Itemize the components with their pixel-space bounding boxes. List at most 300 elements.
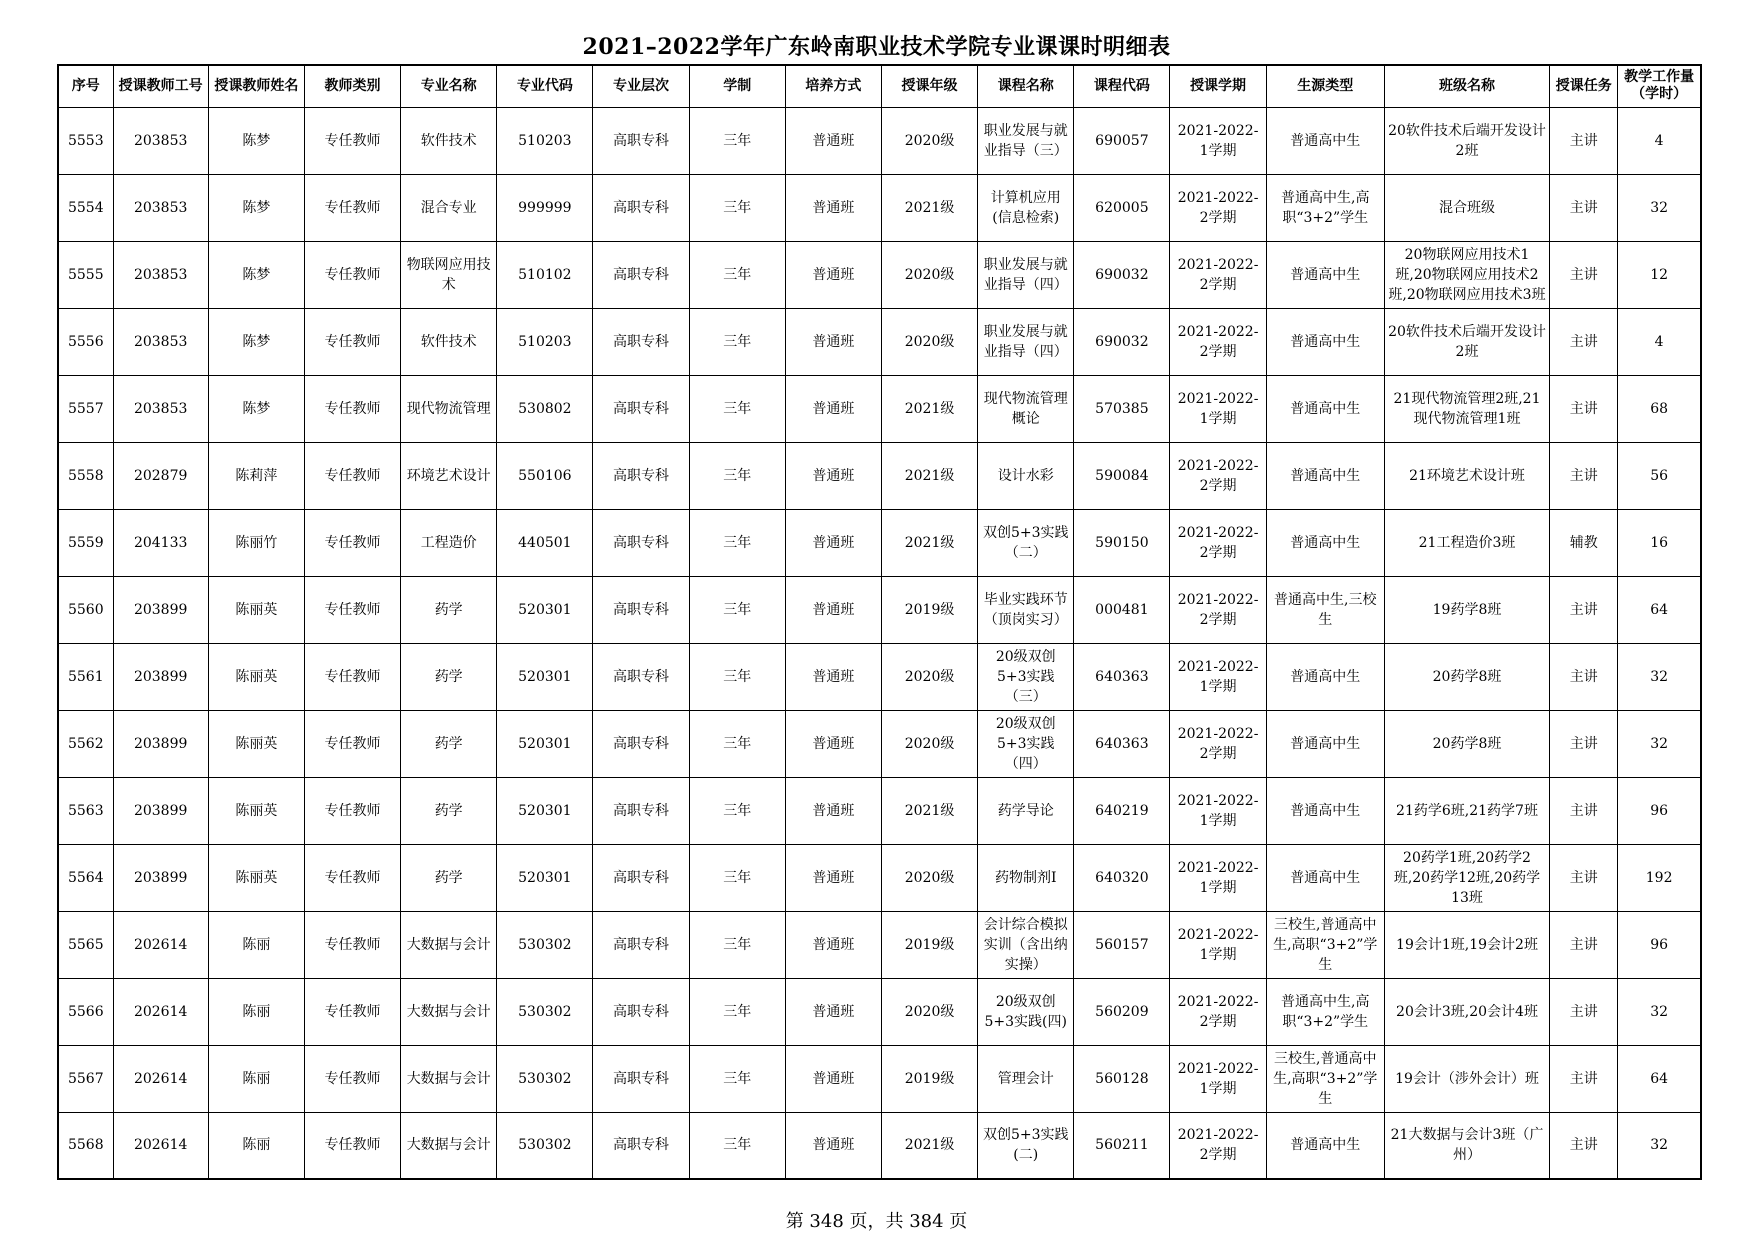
- table-cell: [1550, 107, 1618, 174]
- table-cell: [497, 375, 593, 442]
- cell-text: 毕业实践环节（顶岗实习）: [983, 591, 1068, 628]
- column-header: 授课年级: [881, 65, 977, 107]
- table-cell: [881, 107, 977, 174]
- table-cell: [113, 308, 208, 375]
- table-row: [58, 174, 1701, 241]
- table-cell: [881, 710, 977, 777]
- cell-text: 主讲: [1569, 400, 1598, 417]
- cell-text: 560211: [1095, 1137, 1149, 1154]
- table-cell: [689, 241, 785, 308]
- table-cell: [113, 509, 208, 576]
- cell-text: 5564: [67, 869, 104, 886]
- table-cell: [785, 844, 881, 911]
- table-cell: [1384, 576, 1549, 643]
- cell-text: 520301: [518, 735, 572, 752]
- cell-text: 高职专科: [613, 869, 670, 886]
- cell-text: 5557: [67, 400, 104, 417]
- cell-text: 20药学8班: [1432, 735, 1502, 752]
- table-cell: [689, 911, 785, 978]
- cell-text: 204133: [133, 534, 188, 551]
- cell-text: 陈丽: [242, 1070, 271, 1087]
- table-cell: [1384, 375, 1549, 442]
- table-cell: [1170, 107, 1266, 174]
- cell-text: 56: [1650, 467, 1669, 484]
- cell-text: 普通班: [812, 1003, 855, 1020]
- table-cell: [1266, 1112, 1384, 1179]
- cell-text: 高职专科: [613, 199, 670, 216]
- table-cell: [401, 643, 497, 710]
- cell-text: 550106: [518, 467, 572, 484]
- cell-text: 530302: [518, 936, 572, 953]
- cell-text: 专任教师: [324, 266, 381, 283]
- cell-text: 陈梦: [242, 199, 271, 216]
- cell-text: 普通高中生,高职“3+2”学生: [1281, 993, 1370, 1030]
- table-cell: [593, 844, 689, 911]
- table-row: [58, 710, 1701, 777]
- cell-text: 主讲: [1569, 1003, 1598, 1020]
- table-cell: [304, 1045, 400, 1112]
- table-cell: [689, 375, 785, 442]
- cell-text: 2020级: [904, 735, 955, 752]
- table-cell: [113, 375, 208, 442]
- table-cell: [1266, 710, 1384, 777]
- column-header: 授课教师工号: [113, 65, 208, 107]
- cell-text: 2019级: [904, 936, 955, 953]
- table-cell: [113, 844, 208, 911]
- cell-text: 陈丽英: [235, 802, 278, 819]
- table-cell: [785, 1112, 881, 1179]
- table-cell: [785, 442, 881, 509]
- cell-text: 620005: [1095, 199, 1149, 216]
- cell-text: 专任教师: [324, 132, 381, 149]
- table-cell: [1618, 844, 1701, 911]
- cell-text: 640363: [1095, 735, 1149, 752]
- table-cell: [1266, 978, 1384, 1045]
- cell-text: 5568: [67, 1137, 104, 1154]
- table-cell: [1266, 777, 1384, 844]
- table-cell: [208, 710, 304, 777]
- column-header: 课程代码: [1074, 65, 1170, 107]
- table-cell: [1384, 174, 1549, 241]
- course-hours-table: [57, 64, 1702, 1180]
- table-cell: [593, 375, 689, 442]
- table-row: [58, 844, 1701, 911]
- table-cell: [1384, 308, 1549, 375]
- cell-text: 510203: [518, 132, 572, 149]
- table-cell: [1550, 1112, 1618, 1179]
- table-cell: [58, 1112, 113, 1179]
- table-cell: [304, 442, 400, 509]
- table-cell: [1170, 375, 1266, 442]
- table-cell: [304, 308, 400, 375]
- cell-text: 药学: [434, 601, 463, 618]
- cell-text: 32: [1650, 1137, 1669, 1154]
- cell-text: 高职专科: [613, 1070, 670, 1087]
- table-cell: [785, 643, 881, 710]
- table-cell: [1618, 911, 1701, 978]
- cell-text: 普通高中生: [1290, 467, 1361, 484]
- table-cell: [1550, 777, 1618, 844]
- cell-text: 64: [1650, 601, 1669, 618]
- table-cell: [304, 911, 400, 978]
- cell-text: 5567: [67, 1070, 104, 1087]
- cell-text: 普通高中生: [1290, 802, 1361, 819]
- table-cell: [785, 777, 881, 844]
- cell-text: 4: [1654, 333, 1664, 350]
- cell-text: 高职专科: [613, 534, 670, 551]
- cell-text: 专任教师: [324, 1003, 381, 1020]
- table-cell: [1074, 107, 1170, 174]
- cell-text: 5554: [67, 199, 104, 216]
- cell-text: 普通高中生: [1290, 400, 1361, 417]
- cell-text: 510203: [518, 333, 572, 350]
- table-cell: [1266, 643, 1384, 710]
- table-cell: [208, 308, 304, 375]
- cell-text: 5553: [67, 132, 104, 149]
- column-header: 专业层次: [593, 65, 689, 107]
- column-header: 班级名称: [1384, 65, 1549, 107]
- cell-text: 21大数据与会计3班（广州）: [1390, 1127, 1544, 1164]
- table-cell: [58, 241, 113, 308]
- cell-text: 2021-2022-2学期: [1177, 323, 1259, 360]
- table-cell: [304, 107, 400, 174]
- table-cell: [1384, 1045, 1549, 1112]
- table-cell: [58, 509, 113, 576]
- cell-text: 混合专业: [420, 199, 477, 216]
- cell-text: 物联网应用技术: [406, 256, 491, 293]
- table-cell: [978, 174, 1074, 241]
- cell-text: 专任教师: [324, 936, 381, 953]
- table-row: [58, 308, 1701, 375]
- column-header: 授课学期: [1170, 65, 1266, 107]
- cell-text: 普通班: [812, 534, 855, 551]
- table-cell: [497, 509, 593, 576]
- cell-text: 203853: [133, 333, 188, 350]
- table-cell: [1266, 375, 1384, 442]
- table-cell: [497, 710, 593, 777]
- table-cell: [497, 911, 593, 978]
- cell-text: 32: [1650, 1003, 1669, 1020]
- cell-text: 专任教师: [324, 1137, 381, 1154]
- table-row: [58, 509, 1701, 576]
- cell-text: 专任教师: [324, 534, 381, 551]
- table-cell: [593, 1112, 689, 1179]
- cell-text: 主讲: [1569, 199, 1598, 216]
- cell-text: 2021-2022-1学期: [1177, 390, 1259, 427]
- cell-text: 2020级: [904, 333, 955, 350]
- cell-text: 药物制剂I: [994, 869, 1057, 886]
- cell-text: 5563: [67, 802, 104, 819]
- table-cell: [304, 710, 400, 777]
- cell-text: 203853: [133, 266, 188, 283]
- table-cell: [689, 777, 785, 844]
- table-cell: [497, 442, 593, 509]
- cell-text: 双创5+3实践（二）: [982, 524, 1069, 561]
- cell-text: 20级双创5+3实践（四）: [995, 715, 1056, 772]
- cell-text: 16: [1650, 534, 1669, 551]
- cell-text: 环境艺术设计: [406, 467, 491, 484]
- table-cell: [593, 442, 689, 509]
- cell-text: 590084: [1095, 467, 1149, 484]
- table-cell: [1170, 1112, 1266, 1179]
- table-cell: [1384, 710, 1549, 777]
- table-cell: [208, 107, 304, 174]
- table-cell: [1384, 978, 1549, 1045]
- table-cell: [1550, 1045, 1618, 1112]
- cell-text: 2021级: [904, 199, 955, 216]
- cell-text: 高职专科: [613, 266, 670, 283]
- table-cell: [401, 911, 497, 978]
- table-cell: [58, 643, 113, 710]
- table-cell: [1550, 308, 1618, 375]
- page-title: 2021–2022学年广东岭南职业技术学院专业课课时明细表: [582, 34, 1171, 60]
- cell-text: 560157: [1095, 936, 1149, 953]
- table-cell: [881, 777, 977, 844]
- cell-text: 陈丽: [242, 1003, 271, 1020]
- table-cell: [689, 978, 785, 1045]
- cell-text: 2021级: [904, 1137, 955, 1154]
- table-row: [58, 643, 1701, 710]
- cell-text: 2019级: [904, 601, 955, 618]
- cell-text: 590150: [1095, 534, 1149, 551]
- cell-text: 药学导论: [997, 802, 1054, 819]
- table-cell: [1266, 107, 1384, 174]
- table-cell: [1074, 777, 1170, 844]
- cell-text: 高职专科: [613, 132, 670, 149]
- table-cell: [689, 1045, 785, 1112]
- table-cell: [1170, 576, 1266, 643]
- table-cell: [497, 107, 593, 174]
- cell-text: 双创5+3实践(二): [982, 1127, 1069, 1164]
- table-cell: [1074, 241, 1170, 308]
- cell-text: 陈丽英: [235, 668, 278, 685]
- table-cell: [978, 241, 1074, 308]
- table-cell: [881, 978, 977, 1045]
- cell-text: 三年: [723, 1003, 752, 1020]
- cell-text: 530302: [518, 1003, 572, 1020]
- table-cell: [1550, 978, 1618, 1045]
- table-cell: [1618, 777, 1701, 844]
- table-cell: [785, 308, 881, 375]
- cell-text: 2021-2022-1学期: [1177, 792, 1259, 829]
- table-cell: [1550, 844, 1618, 911]
- table-cell: [689, 174, 785, 241]
- cell-text: 普通高中生,三校生: [1274, 591, 1377, 628]
- table-cell: [978, 978, 1074, 1045]
- table-cell: [689, 107, 785, 174]
- cell-text: 2020级: [904, 132, 955, 149]
- table-cell: [208, 442, 304, 509]
- table-cell: [689, 576, 785, 643]
- cell-text: 陈丽竹: [235, 534, 278, 551]
- cell-text: 主讲: [1569, 735, 1598, 752]
- table-cell: [208, 174, 304, 241]
- cell-text: 普通班: [812, 400, 855, 417]
- cell-text: 普通班: [812, 266, 855, 283]
- column-header: 学制: [689, 65, 785, 107]
- cell-text: 640363: [1095, 668, 1149, 685]
- cell-text: 520301: [518, 802, 572, 819]
- table-cell: [1074, 1045, 1170, 1112]
- table-cell: [1074, 308, 1170, 375]
- table-cell: [978, 107, 1074, 174]
- cell-text: 530302: [518, 1137, 572, 1154]
- cell-text: 202614: [133, 1070, 188, 1087]
- cell-text: 192: [1645, 869, 1673, 886]
- table-cell: [208, 509, 304, 576]
- table-cell: [58, 911, 113, 978]
- table-cell: [113, 911, 208, 978]
- table-cell: [1384, 442, 1549, 509]
- table-cell: [1266, 509, 1384, 576]
- cell-text: 三年: [723, 467, 752, 484]
- table-cell: [401, 576, 497, 643]
- cell-text: 高职专科: [613, 1003, 670, 1020]
- cell-text: 专任教师: [324, 400, 381, 417]
- cell-text: 202614: [133, 936, 188, 953]
- table-cell: [497, 777, 593, 844]
- table-cell: [881, 375, 977, 442]
- table-cell: [689, 643, 785, 710]
- table-cell: [1384, 643, 1549, 710]
- table-cell: [1384, 1112, 1549, 1179]
- table-cell: [978, 911, 1074, 978]
- cell-text: 普通班: [812, 1137, 855, 1154]
- table-cell: [208, 375, 304, 442]
- cell-text: 辅教: [1569, 534, 1598, 551]
- cell-text: 20药学1班,20药学2班,20药学12班,20药学13班: [1393, 849, 1541, 906]
- table-cell: [1266, 174, 1384, 241]
- table-row: [58, 978, 1701, 1045]
- column-header: 培养方式: [785, 65, 881, 107]
- cell-text: 202879: [133, 467, 188, 484]
- cell-text: 203899: [133, 735, 188, 752]
- table-cell: [785, 911, 881, 978]
- table-cell: [689, 710, 785, 777]
- cell-text: 21药学6班,21药学7班: [1396, 802, 1538, 819]
- table-cell: [304, 844, 400, 911]
- table-cell: [881, 174, 977, 241]
- cell-text: 普通班: [812, 735, 855, 752]
- table-cell: [1266, 442, 1384, 509]
- table-cell: [58, 777, 113, 844]
- table-cell: [401, 509, 497, 576]
- table-cell: [881, 576, 977, 643]
- cell-text: 设计水彩: [997, 467, 1054, 484]
- cell-text: 2021-2022-2学期: [1177, 1127, 1259, 1164]
- table-cell: [1384, 509, 1549, 576]
- table-cell: [113, 174, 208, 241]
- cell-text: 20软件技术后端开发设计2班: [1388, 323, 1546, 360]
- table-cell: [113, 777, 208, 844]
- cell-text: 2021-2022-2学期: [1177, 457, 1259, 494]
- cell-text: 32: [1650, 668, 1669, 685]
- cell-text: 640219: [1095, 802, 1149, 819]
- cell-text: 普通班: [812, 936, 855, 953]
- table-cell: [497, 308, 593, 375]
- table-cell: [689, 442, 785, 509]
- table-cell: [304, 241, 400, 308]
- cell-text: 普通高中生: [1290, 1137, 1361, 1154]
- table-cell: [113, 710, 208, 777]
- table-cell: [785, 978, 881, 1045]
- table-cell: [497, 978, 593, 1045]
- table-cell: [401, 777, 497, 844]
- table-cell: [58, 978, 113, 1045]
- cell-text: 普通高中生: [1290, 869, 1361, 886]
- cell-text: 主讲: [1569, 936, 1598, 953]
- table-cell: [1266, 241, 1384, 308]
- column-header: 序号: [58, 65, 113, 107]
- column-header: 专业名称: [401, 65, 497, 107]
- table-cell: [401, 375, 497, 442]
- cell-text: 主讲: [1569, 266, 1598, 283]
- table-cell: [1618, 576, 1701, 643]
- cell-text: 三年: [723, 802, 752, 819]
- table-cell: [58, 576, 113, 643]
- cell-text: 陈梦: [242, 132, 271, 149]
- table-cell: [785, 710, 881, 777]
- table-row: [58, 576, 1701, 643]
- table-cell: [1074, 576, 1170, 643]
- cell-text: 64: [1650, 1070, 1669, 1087]
- cell-text: 大数据与会计: [406, 1003, 491, 1020]
- cell-text: 20会计3班,20会计4班: [1396, 1003, 1538, 1020]
- cell-text: 主讲: [1569, 668, 1598, 685]
- table-cell: [208, 241, 304, 308]
- table-cell: [304, 174, 400, 241]
- cell-text: 19会计（涉外会计）班: [1395, 1070, 1539, 1087]
- cell-text: 520301: [518, 668, 572, 685]
- table-cell: [785, 1045, 881, 1112]
- cell-text: 普通班: [812, 1070, 855, 1087]
- table-cell: [1550, 174, 1618, 241]
- cell-text: 202614: [133, 1137, 188, 1154]
- cell-text: 高职专科: [613, 333, 670, 350]
- cell-text: 三年: [723, 936, 752, 953]
- table-cell: [1074, 978, 1170, 1045]
- cell-text: 2021级: [904, 400, 955, 417]
- cell-text: 三年: [723, 869, 752, 886]
- cell-text: 普通班: [812, 869, 855, 886]
- cell-text: 三年: [723, 735, 752, 752]
- cell-text: 5566: [67, 1003, 104, 1020]
- table-cell: [1618, 509, 1701, 576]
- table-cell: [1618, 241, 1701, 308]
- table-cell: [1384, 241, 1549, 308]
- cell-text: 690032: [1095, 266, 1149, 283]
- table-cell: [1618, 442, 1701, 509]
- table-cell: [785, 174, 881, 241]
- table-cell: [304, 978, 400, 1045]
- cell-text: 2021级: [904, 467, 955, 484]
- cell-text: 主讲: [1569, 467, 1598, 484]
- table-cell: [401, 241, 497, 308]
- table-header-row: [58, 65, 1701, 107]
- cell-text: 20药学8班: [1432, 668, 1502, 685]
- cell-text: 主讲: [1569, 1070, 1598, 1087]
- cell-text: 职业发展与就业指导（四）: [983, 323, 1068, 360]
- table-cell: [978, 844, 1074, 911]
- table-cell: [113, 576, 208, 643]
- cell-text: 专任教师: [324, 668, 381, 685]
- column-header: 授课教师姓名: [208, 65, 304, 107]
- cell-text: 5559: [67, 534, 104, 551]
- cell-text: 高职专科: [613, 467, 670, 484]
- table-cell: [881, 308, 977, 375]
- table-cell: [113, 978, 208, 1045]
- cell-text: 20软件技术后端开发设计2班: [1388, 122, 1546, 159]
